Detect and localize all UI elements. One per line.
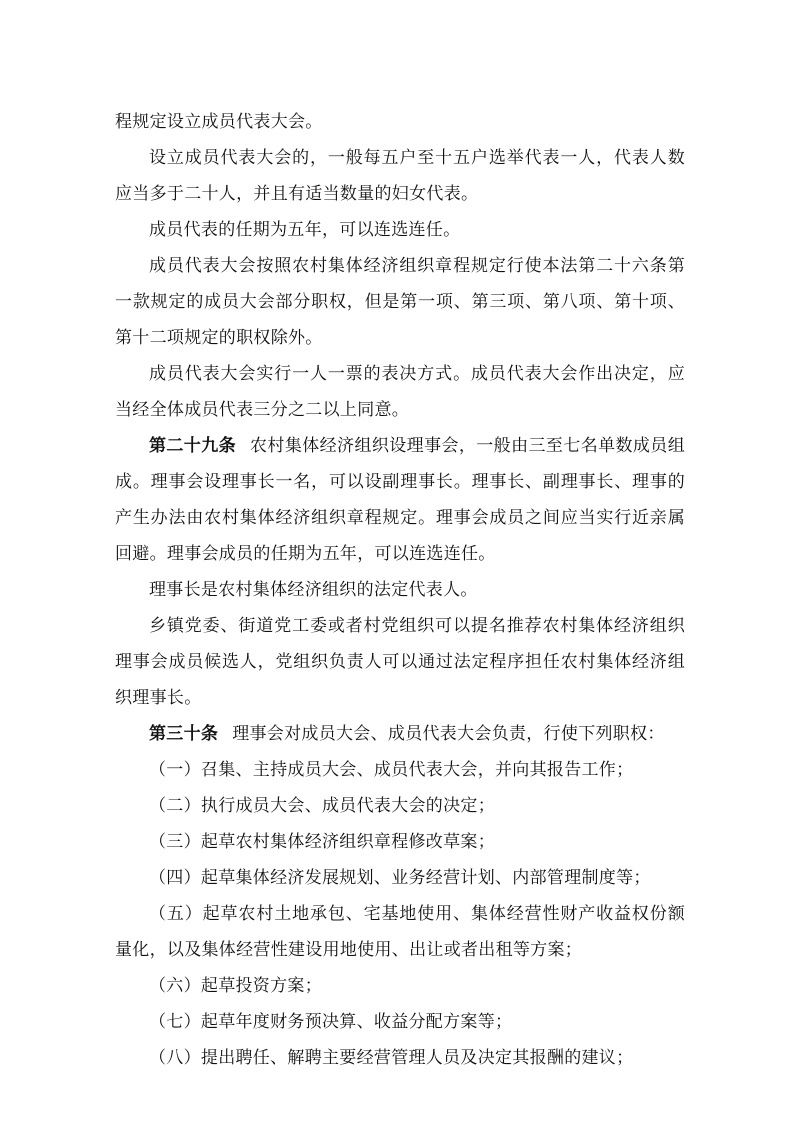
body-paragraph (115, 212, 685, 248)
paragraph-text: 设立成员代表大会的，一般每五户至十五户选举代表一人，代表人数应当多于二十人，并且有适当数量的妇女代表。 (115, 148, 685, 204)
body-paragraph (115, 572, 685, 608)
paragraph-text: （四）起草集体经济发展规划、业务经营计划、内部管理制度等； (149, 868, 651, 888)
body-paragraph (115, 788, 685, 824)
paragraph-text: 成员代表大会实行一人一票的表决方式。成员代表大会作出决定，应当经全体成员代表三分之二以上同意。 (115, 364, 685, 420)
paragraph-text: （五）起草农村土地承包、宅基地使用、集体经营性财产收益权份额量化，以及集体经营性建设用地使用、出让或者出租等方案； (115, 904, 685, 960)
paragraph-text: （八）提出聘任、解聘主要经营管理人员及决定其报酬的建议； (149, 1048, 634, 1068)
body-paragraph (115, 248, 685, 356)
paragraph-text: 理事会对成员大会、成员代表大会负责，行使下列职权： (232, 724, 665, 744)
paragraph-text: 农村集体经济组织设理事会，一般由三至七名单数成员组成。理事会设理事长一名，可以设副理事长。理事长、副理事长、理事的产生办法由农村集体经济组织章程规定。理事会成员之间应当实行近亲属回避。理事会成员的任期为五年，可以连选连任。 (115, 436, 686, 564)
body-paragraph (115, 968, 685, 1004)
paragraph-text: 成员代表大会按照农村集体经济组织章程规定行使本法第二十六条第一款规定的成员大会部分职权，但是第一项、第三项、第八项、第十项、第十二项规定的职权除外。 (115, 256, 685, 348)
paragraph-text: 成员代表的任期为五年，可以连选连任。 (149, 220, 461, 240)
paragraph-text: （七）起草年度财务预决算、收益分配方案等； (149, 1012, 513, 1032)
article-number: 第二十九条 (149, 436, 237, 456)
body-paragraph (115, 752, 685, 788)
body-paragraph (115, 896, 685, 968)
paragraph-text: （二）执行成员大会、成员代表大会的决定； (149, 796, 495, 816)
body-paragraph (115, 104, 685, 140)
body-paragraph (115, 824, 685, 860)
body-paragraph (115, 1004, 685, 1040)
body-paragraph (115, 356, 685, 428)
body-paragraph (115, 1040, 685, 1076)
paragraph-text: 乡镇党委、街道党工委或者村党组织可以提名推荐农村集体经济组织理事会成员候选人，党组织负责人可以通过法定程序担任农村集体经济组织理事长。 (115, 616, 685, 708)
body-paragraph (115, 140, 685, 212)
paragraph-text: 程规定设立成员代表大会。 (115, 112, 323, 132)
body-paragraph (115, 608, 685, 716)
paragraph-text: 理事长是农村集体经济组织的法定代表人。 (149, 580, 478, 600)
document-body (115, 104, 685, 1076)
article-number: 第三十条 (149, 724, 219, 744)
paragraph-text: （一）召集、主持成员大会、成员代表大会，并向其报告工作； (149, 760, 634, 780)
paragraph-text: （六）起草投资方案； (149, 976, 322, 996)
article-paragraph (115, 716, 685, 752)
article-paragraph (115, 428, 685, 572)
body-paragraph (115, 860, 685, 896)
paragraph-text: （三）起草农村集体经济组织章程修改草案； (149, 832, 495, 852)
